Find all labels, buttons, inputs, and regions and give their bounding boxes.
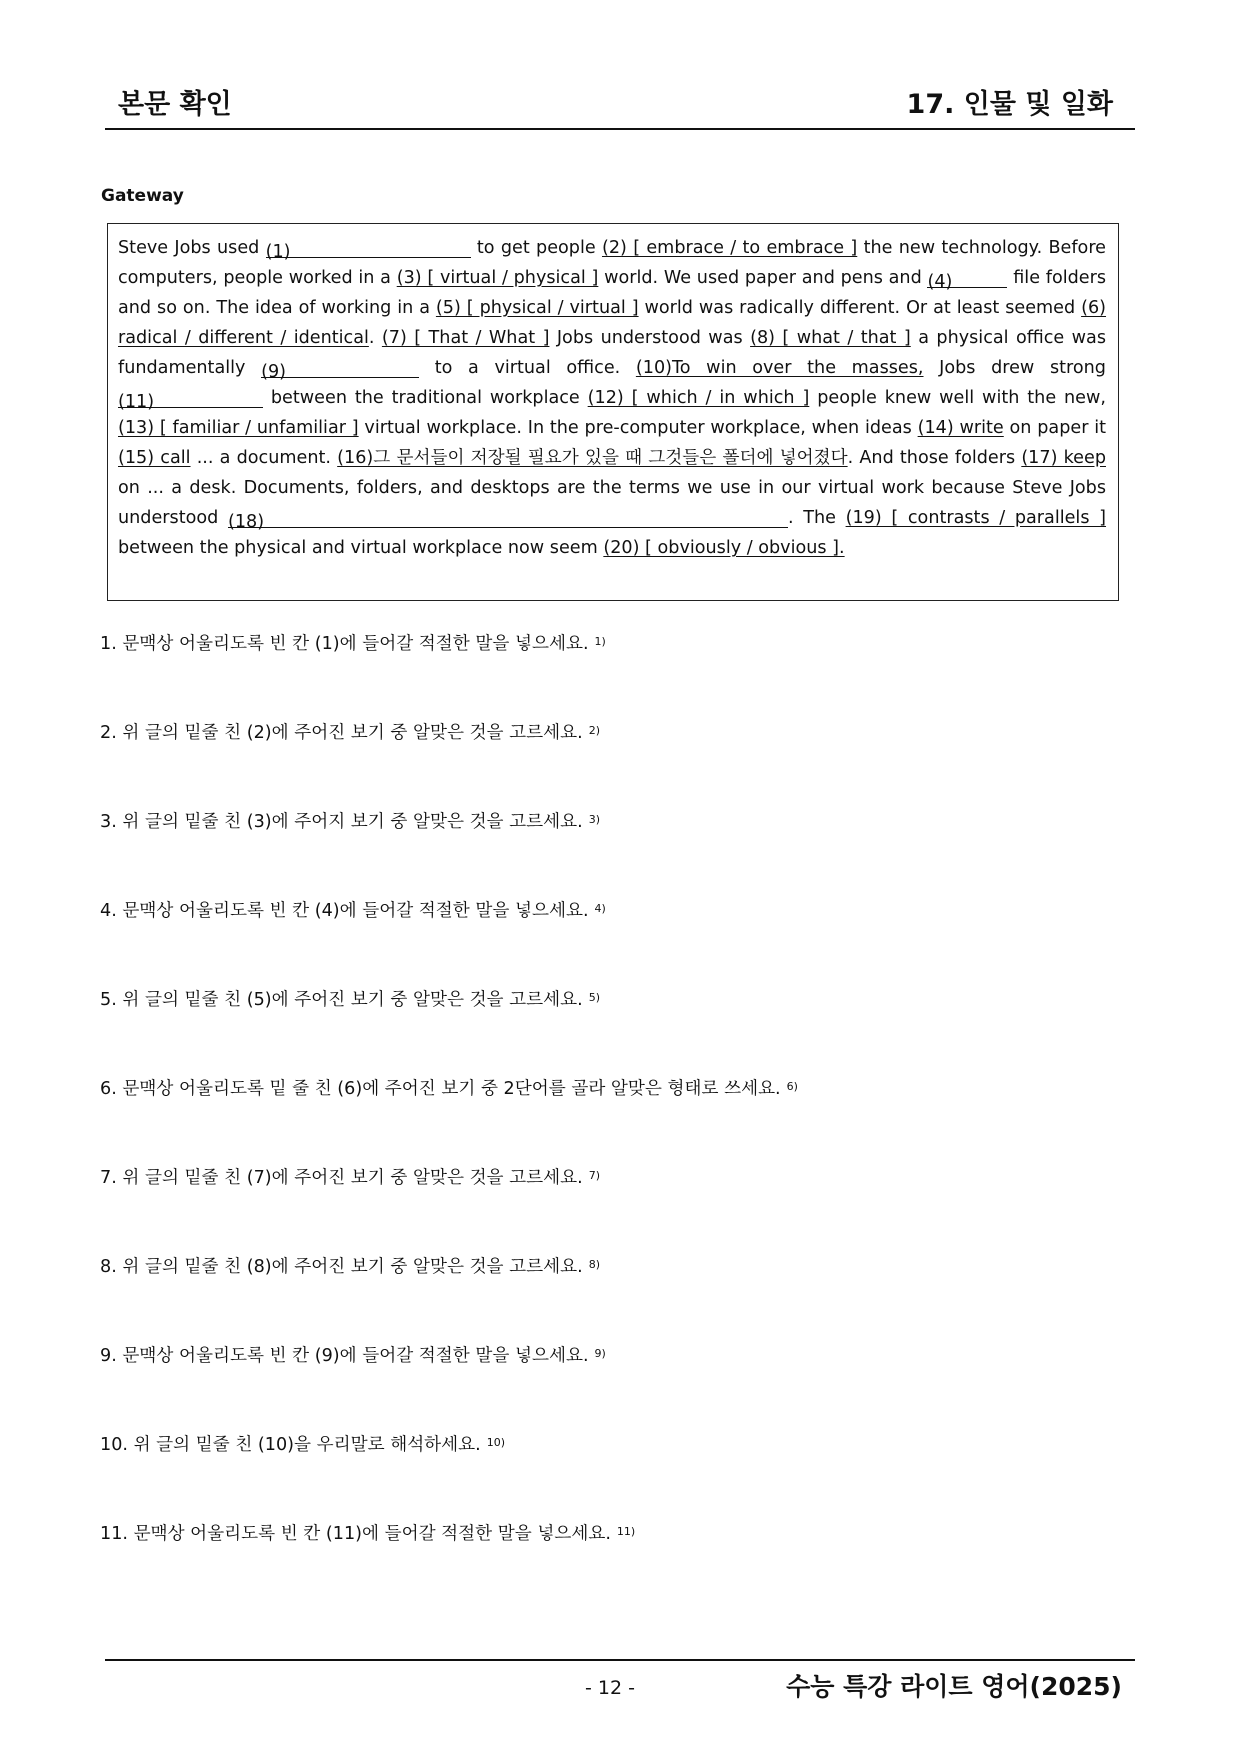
- footnote-marker: 8): [588, 1258, 601, 1271]
- question-text: 5. 위 글의 밑줄 친 (5)에 주어진 보기 중 알맞은 것을 고르세요.: [100, 990, 583, 1010]
- underlined-item: (17) keep: [1021, 448, 1106, 468]
- passage-segment: world. We used paper and pens and: [598, 268, 928, 288]
- underlined-item: (19) [ contrasts / parallels ]: [845, 508, 1107, 528]
- footnote-marker: 9): [594, 1347, 606, 1360]
- underlined-item: (8) [ what / that ]: [750, 328, 911, 348]
- question-item: [100, 1075, 798, 1100]
- underlined-item: (13) [ familiar / unfamiliar ]: [118, 418, 359, 438]
- passage-segment: on paper it: [1003, 418, 1107, 438]
- passage-segment: . The: [787, 508, 846, 528]
- book-title: 수능 특강 라이트 영어(2025): [786, 1672, 1122, 1701]
- question-item: [100, 1164, 600, 1189]
- page-header: [105, 82, 1135, 130]
- footer-divider: [105, 1659, 1135, 1661]
- underlined-item: (10)To win over the masses,: [635, 358, 924, 378]
- question-item: [100, 1342, 606, 1367]
- question-text: 11. 문맥상 어울리도록 빈 칸 (11)에 들어갈 적절한 말을 넣으세요.: [100, 1524, 611, 1544]
- question-text: 9. 문맥상 어울리도록 빈 칸 (9)에 들어갈 적절한 말을 넣으세요.: [100, 1346, 589, 1366]
- answer-blank: (11): [118, 387, 263, 408]
- passage-text: [118, 233, 1106, 563]
- underlined-item: (20) [ obviously / obvious ].: [603, 538, 845, 558]
- passage-segment: Jobs drew strong: [923, 358, 1106, 378]
- gateway-label: Gateway: [101, 186, 184, 206]
- question-text: 4. 문맥상 어울리도록 빈 칸 (4)에 들어갈 적절한 말을 넣으세요.: [100, 901, 589, 921]
- question-item: [100, 1520, 635, 1545]
- underlined-item: (2) [ embrace / to embrace ]: [601, 238, 858, 258]
- chapter-title: 17. 인물 및 일화: [906, 89, 1113, 120]
- footnote-marker: 11): [616, 1525, 636, 1538]
- passage-segment: Jobs understood was: [549, 328, 751, 348]
- footnote-marker: 3): [588, 813, 601, 826]
- footnote-marker: 2): [588, 724, 601, 737]
- passage-segment: ... a document.: [190, 448, 338, 468]
- answer-blank: (4): [927, 267, 1007, 288]
- answer-blank: (9): [261, 357, 419, 378]
- page-number: - 12 -: [585, 1677, 635, 1699]
- question-item: [100, 808, 600, 833]
- passage-segment: . And those folders: [847, 448, 1022, 468]
- passage-segment: file folders and so on. The idea of working in a: [118, 268, 1106, 318]
- question-text: 1. 문맥상 어울리도록 빈 칸 (1)에 들어갈 적절한 말을 넣으세요.: [100, 634, 589, 654]
- question-text: 7. 위 글의 밑줄 친 (7)에 주어진 보기 중 알맞은 것을 고르세요.: [100, 1168, 583, 1188]
- passage-segment: the new technology. Before computers, people worked in a: [118, 238, 1106, 288]
- question-text: 3. 위 글의 밑줄 친 (3)에 주어지 보기 중 알맞은 것을 고르세요.: [100, 812, 583, 832]
- answer-blank: (1): [266, 237, 471, 258]
- passage-segment: .: [368, 328, 382, 348]
- question-item: [100, 897, 606, 922]
- question-item: [100, 630, 606, 655]
- footnote-marker: 7): [588, 1169, 601, 1182]
- underlined-item: (15) call: [118, 448, 191, 468]
- footnote-marker: 5): [588, 991, 601, 1004]
- answer-blank: (18): [228, 507, 788, 528]
- underlined-item: (7) [ That / What ]: [381, 328, 550, 348]
- passage-box: [107, 223, 1119, 601]
- passage-segment: between the traditional workplace: [263, 388, 588, 408]
- passage-segment: virtual workplace. In the pre-computer workplace, when ideas: [358, 418, 918, 438]
- underlined-item: (3) [ virtual / physical ]: [396, 268, 599, 288]
- passage-segment: people knew well with the new,: [809, 388, 1106, 408]
- passage-segment: on ... a desk. Documents, folders, and desktops are the terms we use in our virtual work because Steve Jobs understood: [118, 478, 1106, 528]
- footnote-marker: 1): [594, 635, 606, 648]
- underlined-item: (14) write: [917, 418, 1004, 438]
- question-text: 10. 위 글의 밑줄 친 (10)을 우리말로 해석하세요.: [100, 1435, 481, 1455]
- question-item: [100, 1253, 600, 1278]
- underlined-item: (16)그 문서들이 저장될 필요가 있을 때 그것들은 폴더에 넣어졌다: [337, 448, 848, 468]
- passage-segment: world was radically different. Or at least seemed: [638, 298, 1082, 318]
- underlined-item: (5) [ physical / virtual ]: [435, 298, 639, 318]
- question-text: 8. 위 글의 밑줄 친 (8)에 주어진 보기 중 알맞은 것을 고르세요.: [100, 1257, 583, 1277]
- passage-segment: between the physical and virtual workplace now seem: [118, 538, 604, 558]
- passage-segment: a physical office was fundamentally: [118, 328, 1107, 378]
- passage-segment: to a virtual office.: [419, 358, 636, 378]
- underlined-item: (12) [ which / in which ]: [587, 388, 810, 408]
- footnote-marker: 10): [486, 1436, 506, 1449]
- question-item: [100, 986, 600, 1011]
- passage-segment: Steve Jobs used: [118, 238, 266, 258]
- footnote-marker: 4): [594, 902, 606, 915]
- section-title: 본문 확인: [118, 89, 232, 120]
- underlined-item: (6) radical / different / identical: [118, 298, 1107, 348]
- question-text: 6. 문맥상 어울리도록 밑 줄 친 (6)에 주어진 보기 중 2단어를 골라 알맞은 형태로 쓰세요.: [100, 1079, 781, 1099]
- question-item: [100, 1431, 505, 1456]
- question-item: [100, 719, 600, 744]
- footnote-marker: 6): [786, 1080, 798, 1093]
- passage-segment: to get people: [470, 238, 602, 258]
- question-text: 2. 위 글의 밑줄 친 (2)에 주어진 보기 중 알맞은 것을 고르세요.: [100, 723, 583, 743]
